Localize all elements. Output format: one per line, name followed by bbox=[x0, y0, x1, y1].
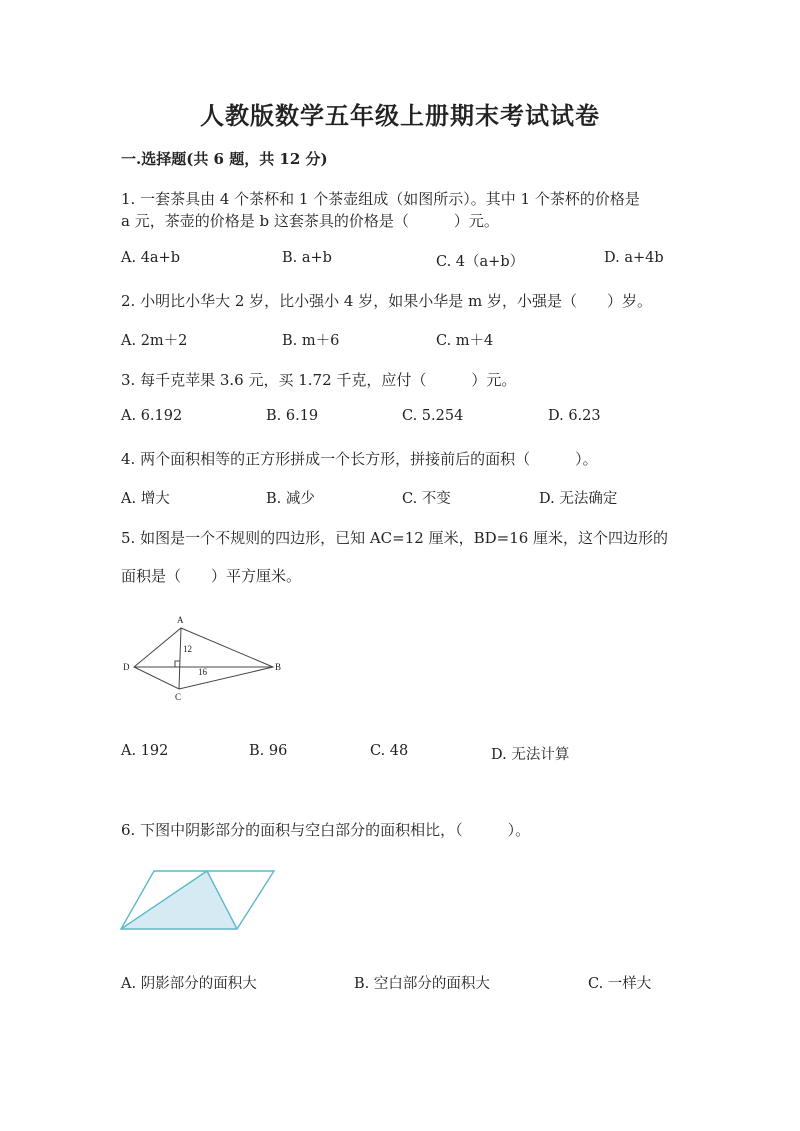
question-5-option-a[interactable]: A. 192 bbox=[121, 743, 169, 759]
question-3-option-d[interactable]: D. 6.23 bbox=[548, 408, 601, 424]
vertex-a-label: A bbox=[177, 615, 184, 625]
question-2-option-b[interactable]: B. m＋6 bbox=[282, 333, 340, 349]
question-4-option-d[interactable]: D. 无法确定 bbox=[539, 491, 618, 507]
question-1-line-1: 1. 一套茶具由 4 个茶杯和 1 个茶壶组成（如图所示）。其中 1 个茶杯的价格是 bbox=[121, 190, 640, 208]
quadrilateral-figure bbox=[118, 612, 290, 704]
question-2-option-a[interactable]: A. 2m＋2 bbox=[121, 333, 188, 349]
question-1-option-d[interactable]: D. a+4b bbox=[604, 250, 664, 266]
ac-length-label: 12 bbox=[183, 644, 192, 654]
vertex-c-label: C bbox=[175, 692, 182, 702]
question-2-line-1: 2. 小明比小华大 2 岁，比小强小 4 岁，如果小华是 m 岁，小强是（ ）岁。 bbox=[121, 292, 653, 310]
question-6-line-1: 6. 下图中阴影部分的面积与空白部分的面积相比，（ ）。 bbox=[121, 821, 531, 839]
question-6-option-c[interactable]: C. 一样大 bbox=[588, 976, 652, 992]
question-1-line-2: a 元，茶壶的价格是 b 这套茶具的价格是（ ）元。 bbox=[121, 212, 499, 230]
question-3-line-1: 3. 每千克苹果 3.6 元，买 1.72 千克，应付（ ）元。 bbox=[121, 371, 517, 389]
question-3-option-c[interactable]: C. 5.254 bbox=[402, 408, 464, 424]
bd-length-label: 16 bbox=[198, 667, 207, 677]
question-1-option-b[interactable]: B. a+b bbox=[282, 250, 332, 266]
parallelogram-figure bbox=[118, 866, 280, 932]
vertex-d-label: D bbox=[123, 662, 130, 672]
question-4-option-a[interactable]: A. 增大 bbox=[121, 491, 170, 507]
vertex-b-label: B bbox=[275, 662, 282, 672]
question-5-line-1: 5. 如图是一个不规则的四边形，已知 AC=12 厘米，BD=16 厘米，这个四边形的 bbox=[121, 529, 669, 547]
question-4-line-1: 4. 两个面积相等的正方形拼成一个长方形，拼接前后的面积（ ）。 bbox=[121, 450, 598, 468]
question-5-option-c[interactable]: C. 48 bbox=[370, 743, 409, 759]
question-4-option-b[interactable]: B. 减少 bbox=[266, 491, 315, 507]
question-4-option-c[interactable]: C. 不变 bbox=[402, 491, 451, 507]
question-3-option-b[interactable]: B. 6.19 bbox=[266, 408, 319, 424]
question-2-option-c[interactable]: C. m＋4 bbox=[436, 333, 494, 349]
question-5-option-b[interactable]: B. 96 bbox=[249, 743, 288, 759]
section-heading: 一.选择题(共 6 题，共 12 分) bbox=[121, 150, 328, 168]
question-1-option-a[interactable]: A. 4a+b bbox=[121, 250, 180, 266]
shaded-triangle bbox=[121, 871, 237, 929]
question-1-option-c[interactable]: C. 4（a+b） bbox=[436, 254, 525, 270]
page-title: 人教版数学五年级上册期末考试试卷 bbox=[200, 101, 600, 130]
question-5-option-d[interactable]: D. 无法计算 bbox=[491, 747, 570, 763]
question-3-option-a[interactable]: A. 6.192 bbox=[121, 408, 183, 424]
question-6-option-a[interactable]: A. 阴影部分的面积大 bbox=[121, 976, 257, 992]
question-6-option-b[interactable]: B. 空白部分的面积大 bbox=[354, 976, 490, 992]
question-5-line-2: 面积是（ ）平方厘米。 bbox=[121, 567, 302, 585]
